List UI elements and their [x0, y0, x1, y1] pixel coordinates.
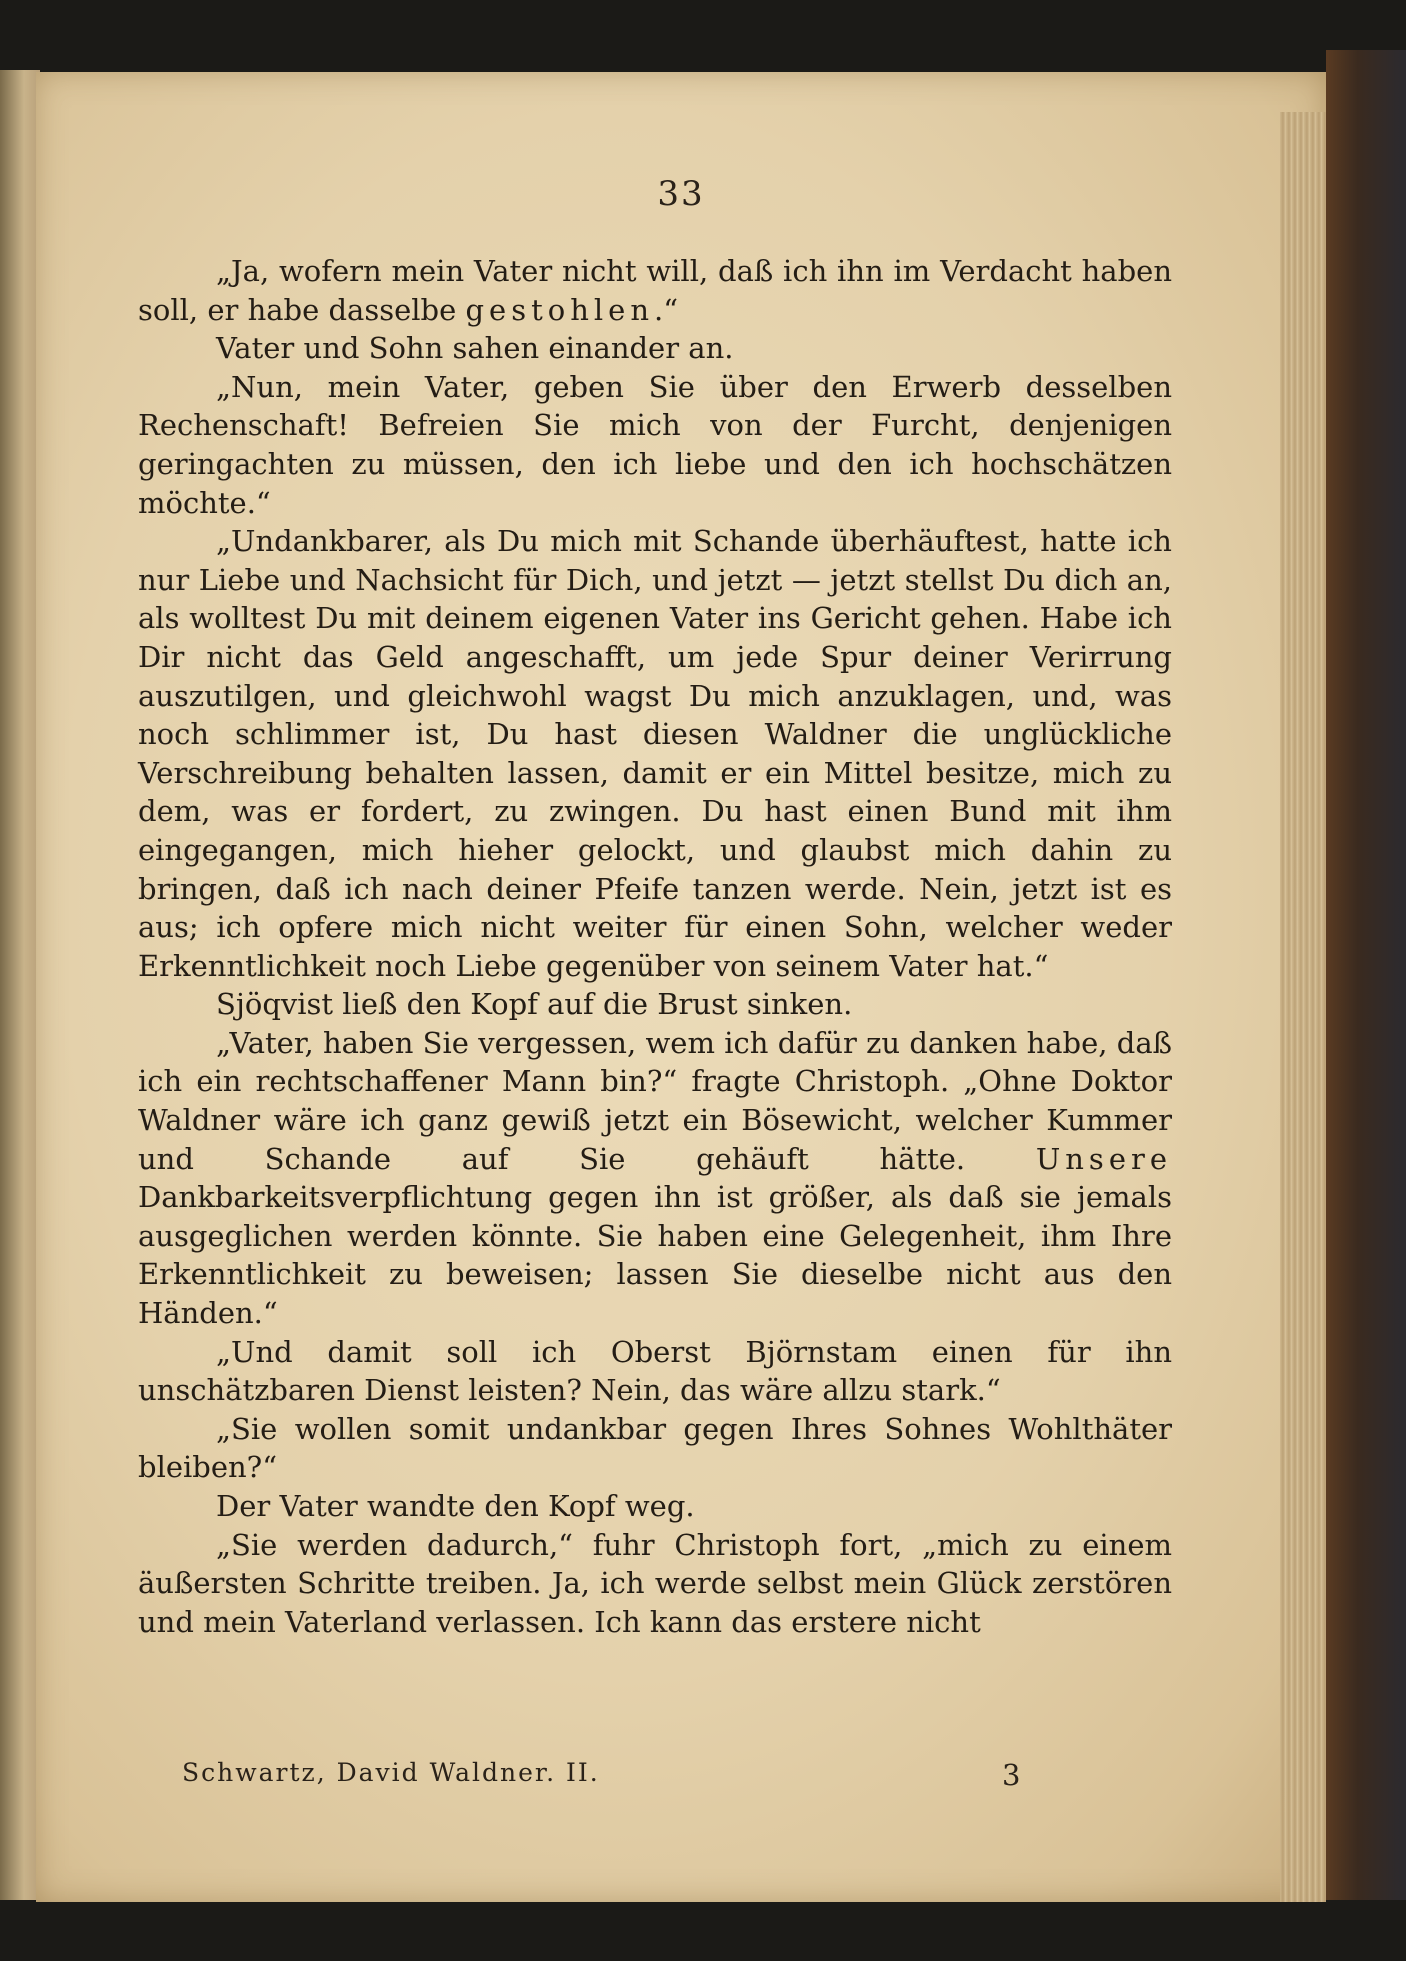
paragraph — [138, 252, 1172, 329]
paragraph: „Undankbarer, als Du mich mit Schande überhäuftest, hatte ich nur Liebe und Nachsicht für Dich, und jetzt — jetzt stellst Du dich an, als wolltest Du mit deinem eigenen Vater ins Gericht gehen. Habe ich Dir nicht das Geld angeschafft, um jede Spur deiner Verirrung auszutilgen, und gleichwohl wagst Du mich anzuklagen, und, was noch schlimmer ist, Du hast diesen Waldner die unglückliche Verschreibung behalten lassen, damit er ein Mittel besitze, mich zu dem, was er fordert, zu zwingen. Du hast einen Bund mit ihm eingegangen, mich hieher gelockt, und glaubst mich dahin zu bringen, daß ich nach deiner Pfeife tanzen werde. Nein, jetzt ist es aus; ich opfere mich nicht weiter für einen Sohn, welcher weder Erkenntlichkeit noch Liebe gegenüber von seinem Vater hat.“ — [138, 524, 1172, 983]
paragraph-text-tail: Dankbarkeitsverpflichtung gegen ihn ist größer, als daß sie jemals ausgeglichen werden könnte. Sie haben eine Gelegenheit, ihm Ihre Erkenntlichkeit zu beweisen; lassen Sie dieselbe nicht aus den Händen.“ — [138, 1180, 1172, 1331]
paragraph-text: „Vater, haben Sie vergessen, wem ich dafür zu danken habe, daß ich ein rechtschaffener Mann bin?“ fragte Christoph. „Ohne Doktor Waldner wäre ich ganz gewiß jetzt ein Bösewicht, welcher Kummer und Schande auf Sie gehäuft hätte. — [138, 1025, 1172, 1176]
paragraph — [138, 1024, 1172, 1333]
paragraph-text: „Ja, wofern mein Vater nicht will, daß ich ihn im Verdacht haben soll, er habe dasselbe — [138, 254, 1172, 327]
paragraph: „Und damit soll ich Oberst Björnstam einen für ihn unschätzbaren Dienst leisten? Nein, das wäre allzu stark.“ — [138, 1334, 1172, 1408]
page-number: 33 — [657, 174, 705, 214]
spaced-emphasis: gestohlen — [465, 292, 654, 327]
book-page — [36, 72, 1326, 1902]
spaced-emphasis: Unsere — [1035, 1141, 1172, 1176]
paragraph-text-tail: .“ — [654, 292, 679, 327]
paragraph: „Nun, mein Vater, geben Sie über den Erwerb desselben Rechenschaft! Befreien Sie mich von der Furcht, denjenigen geringachten zu müssen, den ich liebe und den ich hochschätzen möchte.“ — [138, 369, 1172, 520]
book-cover-edge — [1326, 50, 1406, 1900]
paragraph: Der Vater wandte den Kopf weg. — [216, 1489, 695, 1523]
paragraph: „Sie wollen somit undankbar gegen Ihres Sohnes Wohlthäter bleiben?“ — [138, 1411, 1172, 1485]
printer-signature: Schwartz, David Waldner. II. — [182, 1758, 600, 1787]
paragraph: Sjöqvist ließ den Kopf auf die Brust sinken. — [216, 987, 853, 1022]
body-text — [138, 252, 1172, 1641]
page-stack-edges — [1280, 112, 1326, 1902]
signature-mark: 3 — [1002, 1758, 1021, 1792]
paragraph: „Sie werden dadurch,“ fuhr Christoph fort, „mich zu einem äußersten Schritte treiben. Ja, ich werde selbst mein Glück zerstören und mein Vaterland verlassen. Ich kann das erstere nicht — [138, 1527, 1172, 1639]
paragraph: Vater und Sohn sahen einander an. — [216, 331, 734, 366]
previous-page-edge — [0, 70, 40, 1900]
